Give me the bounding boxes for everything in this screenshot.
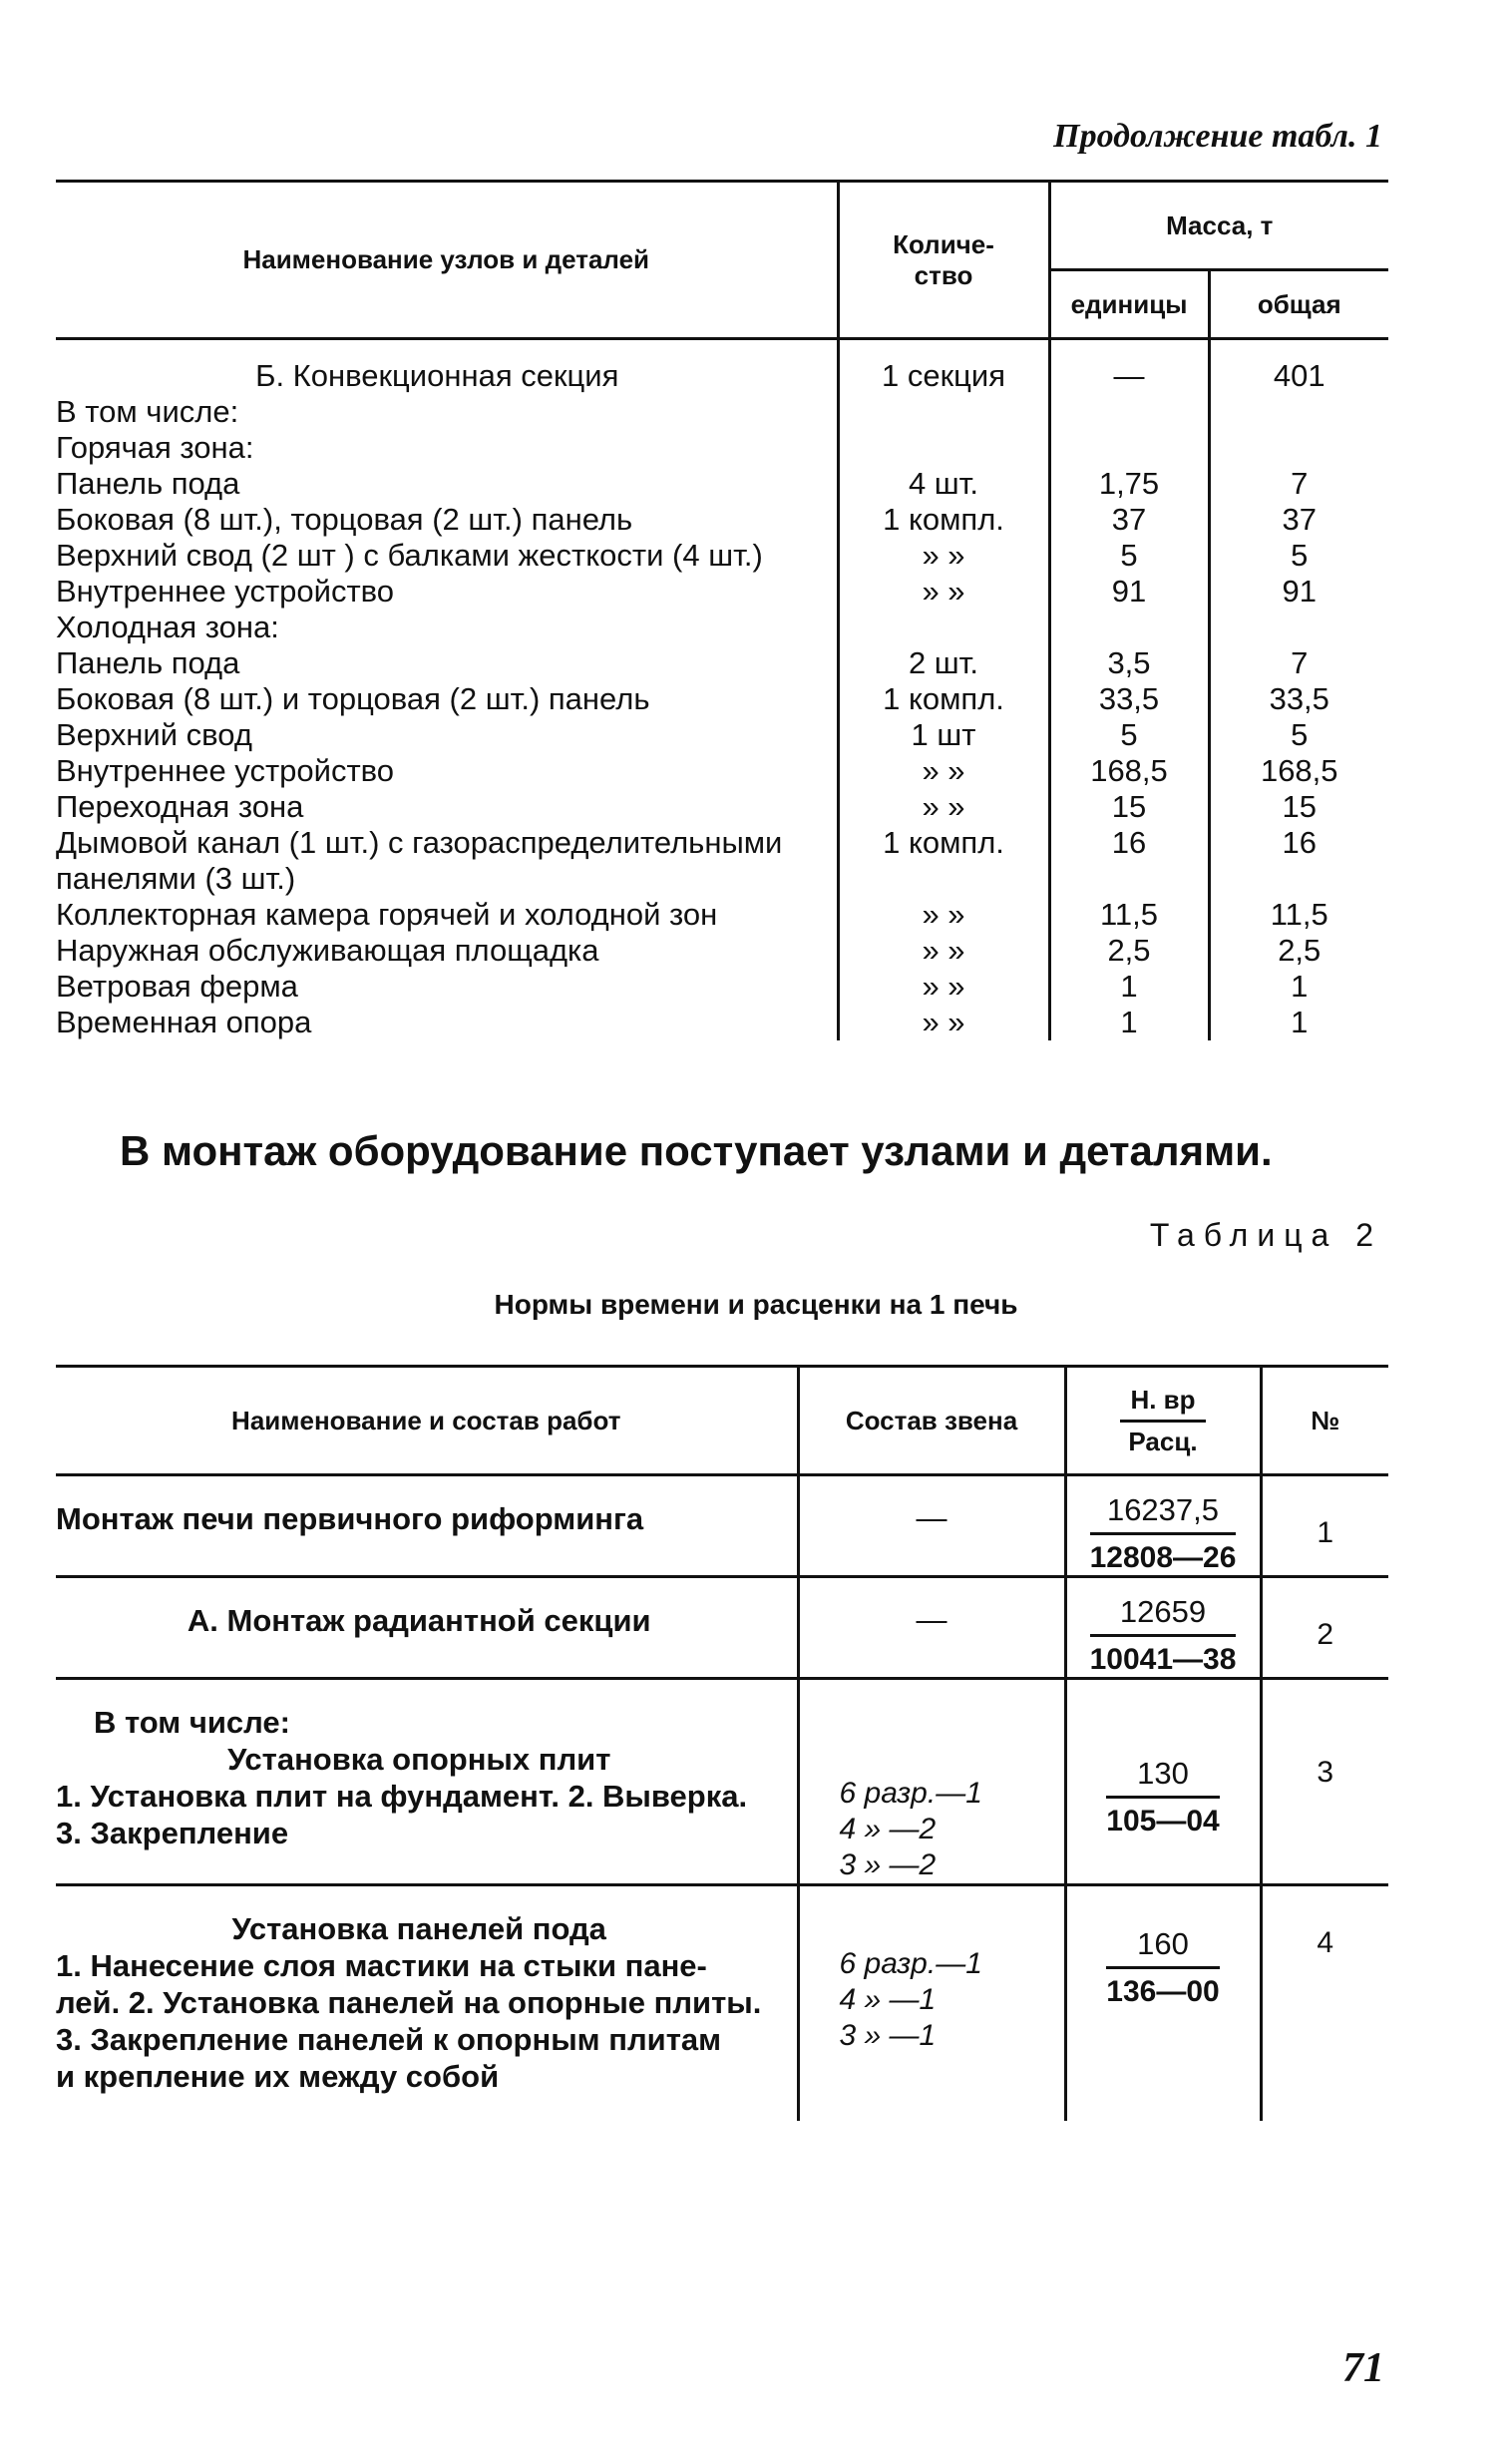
table1-cell-mass-unit: 168,5 — [1049, 753, 1209, 789]
table2-cell-crew — [798, 1885, 1065, 2122]
table1-cell-mass-total: 7 — [1209, 645, 1388, 681]
table1-cell-name: Панель пода — [56, 466, 240, 501]
table2-row — [56, 1475, 1388, 1577]
table1-cell-mass-unit: 5 — [1049, 538, 1209, 574]
table2-cell-crew: — — [798, 1475, 1065, 1577]
continuation-caption: Продолжение табл. 1 — [1053, 118, 1382, 155]
table1-header-quantity: Количе-ство — [838, 182, 1049, 339]
norm-rate: 12808—26 — [1089, 1541, 1237, 1574]
table1-cell-mass-total: 2,5 — [1209, 933, 1388, 969]
table1-cell-quantity: » » — [838, 753, 1049, 789]
table1-row — [56, 538, 1388, 574]
norm-time: 16237,5 — [1090, 1492, 1237, 1535]
table1-cell-quantity: 2 шт. — [838, 645, 1049, 681]
table2-name-line: А. Монтаж радиантной секции — [187, 1603, 651, 1638]
table2-cell-norm — [1065, 1679, 1261, 1885]
table2-cell-norm — [1065, 1577, 1261, 1679]
table1-row — [56, 753, 1388, 789]
table1-cell-quantity: 1 шт — [838, 717, 1049, 753]
table1-cell-mass-unit: 1,75 — [1049, 466, 1209, 502]
table1-cell-quantity: » » — [838, 789, 1049, 825]
table1-cell-mass-total — [1209, 610, 1388, 645]
table1-row — [56, 645, 1388, 681]
table1-cell-mass-unit: 1 — [1049, 969, 1209, 1005]
table1 — [56, 180, 1388, 1040]
table1-cell-mass-total: 15 — [1209, 789, 1388, 825]
table1-cell-mass-total: 11,5 — [1209, 897, 1388, 933]
norm-rate: 136—00 — [1106, 1975, 1220, 2008]
table1-cell-name: Холодная зона: — [56, 610, 279, 644]
table2-title: Нормы времени и расценки на 1 печь — [494, 1289, 1018, 1320]
table1-header — [56, 182, 1388, 339]
table1-cell-name: Верхний свод (2 шт ) с балками жесткости (4 шт.) — [56, 538, 763, 573]
table1-cell-mass-total: 37 — [1209, 502, 1388, 538]
table2-header-name: Наименование и состав работ — [231, 1405, 621, 1435]
table1-row — [56, 825, 1388, 897]
table2-name-line: 3. Закрепление панелей к опорным плитам — [56, 2022, 722, 2057]
table2-cell-norm — [1065, 1475, 1261, 1577]
table2-cell-no: 4 — [1261, 1885, 1388, 2122]
table2-cell-name — [56, 1577, 798, 1679]
norm-fraction — [1106, 1926, 1219, 2009]
table1-cell-mass-unit: 91 — [1049, 574, 1209, 610]
table1-cell-mass-total — [1209, 430, 1388, 466]
table2-cell-name — [56, 1475, 798, 1577]
table1-cell-name: Внутреннее устройство — [56, 574, 395, 609]
table1-cell-name: Временная опора — [56, 1005, 312, 1039]
table1-row — [56, 933, 1388, 969]
table2-subhead: Установка опорных плит — [227, 1742, 611, 1777]
table1-cell-quantity: 4 шт. — [838, 466, 1049, 502]
table2-cell-no: 2 — [1261, 1577, 1388, 1679]
table1-cell-quantity: » » — [838, 897, 1049, 933]
table2-header-norm-bottom: Расц. — [1128, 1426, 1198, 1456]
table1-cell-name: Боковая (8 шт.) и торцовая (2 шт.) панель — [56, 681, 650, 716]
table1-cell-quantity: 1 секция — [838, 339, 1049, 395]
table2-number: Таблица 2 — [1149, 1217, 1382, 1253]
table1-row — [56, 466, 1388, 502]
table2-row — [56, 1885, 1388, 2122]
table1-cell-quantity — [838, 610, 1049, 645]
table1-row — [56, 610, 1388, 645]
table2-name-line: и крепление их между собой — [56, 2059, 500, 2094]
table2-name-line: 1. Нанесение слоя мастики на стыки пане- — [56, 1948, 707, 1983]
table1-cell-mass-total: 16 — [1209, 825, 1388, 897]
table1-cell-mass-unit: 33,5 — [1049, 681, 1209, 717]
table2-cell-norm — [1065, 1885, 1261, 2122]
table1-cell-mass-total — [1209, 394, 1388, 430]
table1-cell-mass-total: 5 — [1209, 538, 1388, 574]
table2-header — [56, 1367, 1388, 1475]
table1-row — [56, 681, 1388, 717]
table1-cell-name: Коллекторная камера горячей и холодной зон — [56, 897, 718, 932]
page-number: 71 — [1342, 2345, 1384, 2391]
table1-cell-mass-total: 91 — [1209, 574, 1388, 610]
table1-cell-name: Горячая зона: — [56, 430, 254, 465]
table2-header-no: № — [1261, 1367, 1388, 1475]
table2-name-line: Монтаж печи первичного риформинга — [56, 1501, 644, 1536]
table1-cell-mass-unit: 37 — [1049, 502, 1209, 538]
table1-cell-mass-total: 401 — [1209, 339, 1388, 395]
norm-fraction — [1090, 1594, 1237, 1677]
table1-cell-name: Панель пода — [56, 645, 240, 680]
table1-cell-quantity — [838, 430, 1049, 466]
table1-cell-mass-total: 1 — [1209, 1005, 1388, 1040]
table2-name-line: 1. Установка плит на фундамент. 2. Выверка. — [56, 1779, 748, 1814]
body-sentence: В монтаж оборудование поступает узлами и деталями. — [120, 1127, 1273, 1174]
table1-cell-quantity: » » — [838, 574, 1049, 610]
table1-cell-mass-unit — [1049, 394, 1209, 430]
table2-row — [56, 1577, 1388, 1679]
table1-row — [56, 394, 1388, 430]
table2-cell-no: 1 — [1261, 1475, 1388, 1577]
norm-time: 130 — [1106, 1756, 1219, 1799]
table1-header-name: Наименование узлов и деталей — [242, 244, 650, 274]
table1-cell-mass-total: 33,5 — [1209, 681, 1388, 717]
table1-cell-name: Ветровая ферма — [56, 969, 298, 1004]
table2-cell-name — [56, 1885, 798, 2122]
table2-cell-no: 3 — [1261, 1679, 1388, 1885]
table1-cell-name: Наружная обслуживающая площадка — [56, 933, 599, 968]
norm-fraction — [1106, 1756, 1219, 1839]
table1-cell-quantity: » » — [838, 933, 1049, 969]
table2-body — [56, 1475, 1388, 2122]
table1-cell-mass-unit: 1 — [1049, 1005, 1209, 1040]
table1-body — [56, 339, 1388, 1041]
table1-row — [56, 897, 1388, 933]
table2-subhead: Установка панелей пода — [231, 1911, 606, 1946]
table1-cell-mass-unit — [1049, 610, 1209, 645]
table1-cell-mass-unit: 15 — [1049, 789, 1209, 825]
table2-header-norm-top: Н. вр — [1120, 1385, 1205, 1423]
table1-cell-name: Переходная зона — [56, 789, 304, 824]
table1-cell-quantity: 1 компл. — [838, 502, 1049, 538]
table2-header-crew: Состав звена — [798, 1367, 1065, 1475]
table1-row — [56, 969, 1388, 1005]
table1-row — [56, 1005, 1388, 1040]
table2-name-line: 3. Закрепление — [56, 1816, 289, 1850]
table1-row — [56, 574, 1388, 610]
norm-time: 12659 — [1090, 1594, 1237, 1637]
table1-cell-name: Верхний свод — [56, 717, 252, 752]
table2-crew-line: 3 » —2 — [839, 1848, 937, 1881]
table2-cell-crew — [798, 1679, 1065, 1885]
table1-cell-name: Дымовой канал (1 шт.) с газораспределительными панелями (3 шт.) — [56, 825, 783, 896]
table1-cell-mass-total: 168,5 — [1209, 753, 1388, 789]
table1-cell-quantity: » » — [838, 538, 1049, 574]
table2-row — [56, 1679, 1388, 1885]
table1-row — [56, 789, 1388, 825]
table2-intro: В том числе: — [94, 1705, 290, 1740]
table1-cell-mass-unit: 3,5 — [1049, 645, 1209, 681]
table2-header-norm — [1065, 1367, 1261, 1475]
table1-cell-quantity: » » — [838, 1005, 1049, 1040]
table1-cell-mass-total: 5 — [1209, 717, 1388, 753]
table1-row — [56, 502, 1388, 538]
table1-cell-quantity: 1 компл. — [838, 825, 1049, 897]
table1-cell-mass-unit: — — [1049, 339, 1209, 395]
table2-cell-name — [56, 1679, 798, 1885]
norm-fraction — [1090, 1492, 1237, 1575]
table1-cell-name: Внутреннее устройство — [56, 753, 395, 788]
table1-cell-name: В том числе: — [56, 394, 239, 429]
table1-cell-quantity: 1 компл. — [838, 681, 1049, 717]
norm-rate: 105—04 — [1106, 1805, 1220, 1838]
table1-cell-mass-total: 1 — [1209, 969, 1388, 1005]
table2-cell-crew: — — [798, 1577, 1065, 1679]
table2 — [56, 1365, 1388, 2121]
table1-row — [56, 430, 1388, 466]
norm-rate: 10041—38 — [1089, 1643, 1237, 1676]
table1-header-mass-unit: единицы — [1049, 270, 1209, 339]
table1-cell-quantity — [838, 394, 1049, 430]
table1-row — [56, 339, 1388, 395]
table1-cell-name: Боковая (8 шт.), торцовая (2 шт.) панель — [56, 502, 633, 537]
table1-cell-mass-unit: 5 — [1049, 717, 1209, 753]
table2-crew-line: 4 » —1 — [839, 1983, 937, 2016]
table1-cell-mass-unit: 11,5 — [1049, 897, 1209, 933]
table1-header-mass-total: общая — [1209, 270, 1388, 339]
table1-cell-mass-total: 7 — [1209, 466, 1388, 502]
table1-cell-name: Б. Конвекционная секция — [255, 358, 619, 393]
table2-crew-line: 6 разр.—1 — [839, 1947, 982, 1980]
table1-cell-quantity: » » — [838, 969, 1049, 1005]
table1-cell-mass-unit: 2,5 — [1049, 933, 1209, 969]
table2-crew-line: 3 » —1 — [839, 2019, 937, 2052]
norm-time: 160 — [1106, 1926, 1219, 1969]
table1-cell-mass-unit — [1049, 430, 1209, 466]
table1-header-mass: Масса, т — [1049, 182, 1388, 270]
table2-name-line: лей. 2. Установка панелей на опорные плиты. — [56, 1985, 762, 2020]
table2-crew-line: 6 разр.—1 — [839, 1777, 982, 1810]
table1-row — [56, 717, 1388, 753]
table2-crew-line: 4 » —2 — [839, 1813, 937, 1845]
table1-cell-mass-unit: 16 — [1049, 825, 1209, 897]
